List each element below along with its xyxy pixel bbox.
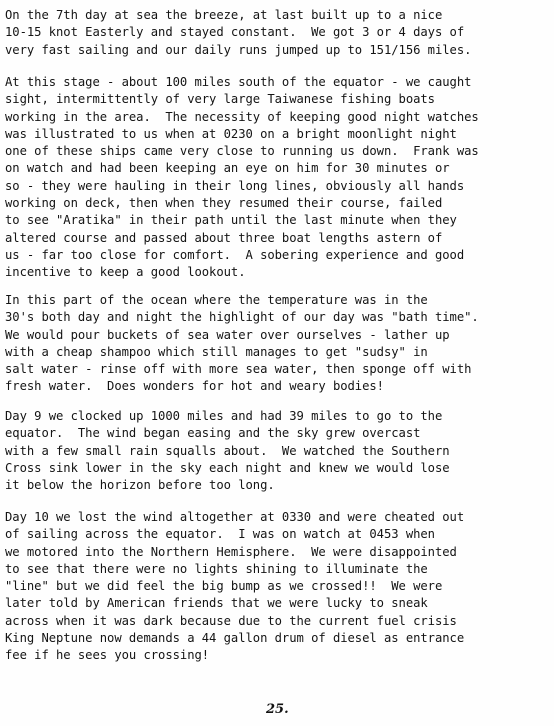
- text-line: On the 7th day at sea the breeze, at last built up to a nice: [5, 8, 443, 22]
- text-line: with a cheap shampoo which still manages to get "sudsy" in: [5, 344, 428, 359]
- text-line: equator. The wind began easing and the sky grew overcast: [5, 426, 421, 441]
- text-line: we motored into the Northern Hemisphere. We were disappointed: [5, 544, 457, 559]
- text-line: Cross sink lower in the sky each night and knew we would lose: [5, 460, 450, 475]
- paragraph-day-10-equator: [5, 509, 464, 665]
- text-line: later told by American friends that we were lucky to sneak: [5, 596, 428, 611]
- text-line: to see that there were no lights shining to illuminate the: [5, 561, 428, 576]
- text-line: one of these ships came very close to running us down. Frank was: [5, 144, 479, 159]
- text-line: fresh water. Does wonders for hot and weary bodies!: [5, 379, 384, 394]
- text-line: King Neptune now demands a 44 gallon drum of diesel as entrance: [5, 631, 465, 646]
- text-line: on watch and had been keeping an eye on him for 30 minutes or: [5, 161, 450, 176]
- text-line: working on deck, then when they resumed their course, failed: [5, 196, 443, 211]
- text-line: it below the horizon before too long.: [5, 478, 275, 493]
- text-line: 10-15 knot Easterly and stayed constant. We got 3 or 4 days of: [5, 25, 465, 40]
- paragraph-bath-time: [5, 292, 479, 396]
- text-line: In this part of the ocean where the temperature was in the: [5, 293, 428, 307]
- text-line: We would pour buckets of sea water over ourselves - lather up: [5, 327, 450, 342]
- paragraph-trade-winds: [5, 7, 471, 59]
- text-line: incentive to keep a good lookout.: [5, 265, 246, 280]
- page-number: 25.: [266, 702, 289, 717]
- text-line: very fast sailing and our daily runs jumped up to 151/156 miles.: [5, 42, 472, 57]
- text-line: Day 9 we clocked up 1000 miles and had 39 miles to go to the: [5, 409, 443, 423]
- text-line: sight, intermittently of very large Taiwanese fishing boats: [5, 92, 435, 107]
- text-line: working in the area. The necessity of keeping good night watches: [5, 109, 479, 124]
- text-line: across when it was dark because due to the current fuel crisis: [5, 613, 457, 628]
- text-line: of sailing across the equator. I was on watch at 0453 when: [5, 527, 435, 542]
- text-line: fee if he sees you crossing!: [5, 648, 210, 663]
- text-line: 30's both day and night the highlight of our day was "bath time".: [5, 310, 479, 325]
- text-line: Day 10 we lost the wind altogether at 0330 and were cheated out: [5, 510, 465, 524]
- text-line: "line" but we did feel the big bump as we crossed!! We were: [5, 579, 443, 594]
- text-line: so - they were hauling in their long lines, obviously all hands: [5, 178, 465, 193]
- text-line: salt water - rinse off with more sea water, then sponge off with: [5, 362, 472, 377]
- text-line: was illustrated to us when at 0230 on a bright moonlight night: [5, 126, 457, 141]
- text-line: to see "Aratika" in their path until the last minute when they: [5, 213, 457, 228]
- text-line: At this stage - about 100 miles south of the equator - we caught: [5, 75, 472, 89]
- text-line: us - far too close for comfort. A sobering experience and good: [5, 247, 465, 262]
- paragraph-fishing-boats: [5, 74, 479, 282]
- text-line: altered course and passed about three boat lengths astern of: [5, 230, 443, 245]
- text-line: with a few small rain squalls about. We watched the Southern: [5, 443, 450, 458]
- paragraph-day-9: [5, 408, 450, 494]
